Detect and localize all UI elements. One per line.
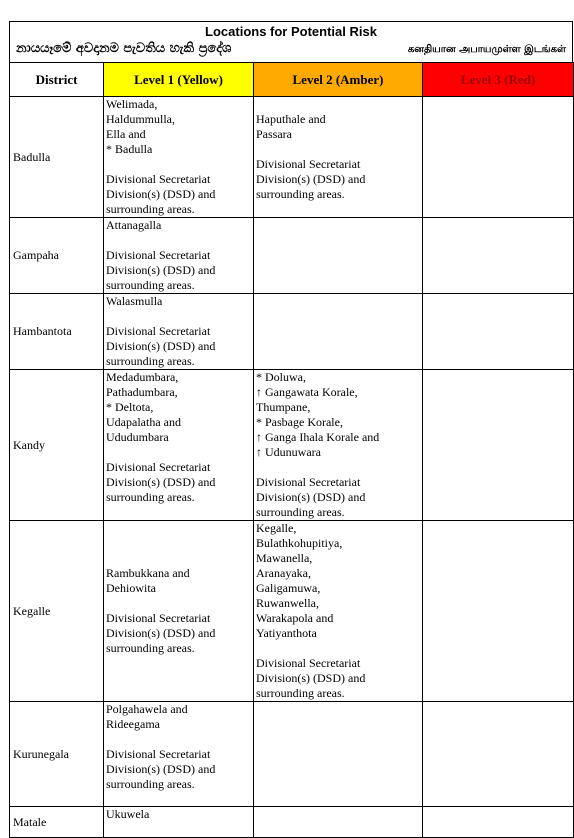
level1-cell [104,521,254,702]
cell-line: surrounding areas. [106,777,195,791]
header-level1: Level 1 (Yellow) [104,63,254,97]
spacer [106,157,251,172]
cell-line: Galigamuwa, [256,581,321,595]
district-cell: Gampaha [10,218,104,294]
level3-cell [423,294,574,370]
cell-line: Yatiyanthota [256,626,317,640]
cell-line [256,97,420,112]
table-row [10,521,574,702]
cell-line: Dehiowita [106,581,156,595]
cell-line: Rambukkana and [106,566,190,580]
cell-line: Divisional Secretariat [106,611,211,625]
district-cell: Matale [10,807,104,838]
cell-line: * Doluwa, [256,370,306,384]
cell-line: Medadumbara, [106,370,179,384]
title-block [9,21,573,62]
cell-line: Ududumbara [106,430,169,444]
cell-line: Haputhale and [256,112,326,126]
district-cell: Kegalle [10,521,104,702]
cell-line: Mawanella, [256,551,313,565]
level1-cell [104,807,254,838]
level2-cell [254,97,423,218]
cell-line: Divisional Secretariat [106,747,211,761]
level3-cell [423,218,574,294]
district-cell: Hambantota [10,294,104,370]
cell-line: Ukuwela [106,807,150,821]
cell-line: Rideegama [106,717,160,731]
cell-line: Passara [256,127,292,141]
table-row [10,702,574,807]
cell-line: * Badulla [106,142,153,156]
cell-line: Aranayaka, [256,566,311,580]
cell-line: Haldummulla, [106,112,175,126]
cell-line: Udapalatha and [106,415,181,429]
page-title: Locations for Potential Risk [205,24,377,39]
level2-cell [254,370,423,521]
spacer [256,460,420,475]
table-row [10,97,574,218]
cell-line: Division(s) (DSD) and [106,475,216,489]
risk-sheet [9,21,573,838]
cell-line: surrounding areas. [106,278,195,292]
level3-cell [423,97,574,218]
level2-cell [254,521,423,702]
level3-cell [423,807,574,838]
cell-line: Divisional Secretariat [256,475,361,489]
spacer [106,233,251,248]
district-cell: Kandy [10,370,104,521]
level2-cell [254,702,423,807]
level1-cell [104,702,254,807]
cell-line: ↑ Gangawata Korale, [256,385,358,399]
level2-cell [254,218,423,294]
cell-line: Division(s) (DSD) and [256,172,366,186]
cell-line: Attanagalla [106,218,162,232]
sinhala-subtitle: නායයෑමේ අවදානම පැවතිය හැකි ප්‍රදේශ [16,41,232,56]
cell-line: Warakapola and [256,611,334,625]
cell-line: Divisional Secretariat [256,656,361,670]
spacer [106,732,251,747]
cell-line: Bulathkohupitiya, [256,536,343,550]
cell-line: Ella and [106,127,146,141]
district-cell: Kurunegala [10,702,104,807]
level1-cell [104,218,254,294]
cell-line: Divisional Secretariat [106,248,211,262]
level1-cell [104,370,254,521]
cell-line: * Pasbage Korale, [256,415,343,429]
cell-line: Thumpane, [256,400,311,414]
cell-line: Divisional Secretariat [106,172,211,186]
cell-line: Division(s) (DSD) and [256,671,366,685]
cell-line: surrounding areas. [106,354,195,368]
cell-line: Polgahawela and [106,702,188,716]
table-row [10,370,574,521]
cell-line: Division(s) (DSD) and [106,339,216,353]
cell-line: Pathadumbara, [106,385,178,399]
cell-line: Welimada, [106,97,158,111]
table-row [10,218,574,294]
tamil-subtitle: கனதியான அபாயமுள்ள இடங்கள் [407,44,566,55]
cell-line: Division(s) (DSD) and [106,187,216,201]
cell-line: Divisional Secretariat [256,157,361,171]
level3-cell [423,521,574,702]
spacer [106,596,251,611]
cell-line: surrounding areas. [106,202,195,216]
table-row [10,807,574,838]
spacer [106,309,251,324]
level2-cell [254,807,423,838]
cell-line: * Deltota, [106,400,154,414]
cell-line: ↑ Udunuwara [256,445,321,459]
cell-line: Kegalle, [256,521,297,535]
header-level3: Level 3 (Red) [423,63,574,97]
level2-cell [254,294,423,370]
spacer [256,142,420,157]
cell-line: surrounding areas. [256,686,345,700]
cell-line: Division(s) (DSD) and [106,263,216,277]
cell-line: Ruwanwella, [256,596,319,610]
spacer [256,641,420,656]
cell-line: surrounding areas. [106,641,195,655]
cell-line: Walasmulla [106,294,163,308]
header-district: District [10,63,104,97]
spacer [106,445,251,460]
cell-line: Divisional Secretariat [106,460,211,474]
cell-line: ↑ Ganga Ihala Korale and [256,430,380,444]
header-level2: Level 2 (Amber) [254,63,423,97]
table-row [10,294,574,370]
level3-cell [423,370,574,521]
cell-line: surrounding areas. [256,187,345,201]
cell-line: surrounding areas. [106,490,195,504]
district-cell: Badulla [10,97,104,218]
cell-line: surrounding areas. [256,505,345,519]
level3-cell [423,702,574,807]
level1-cell [104,97,254,218]
cell-line: Division(s) (DSD) and [106,762,216,776]
level1-cell [104,294,254,370]
risk-table [9,62,574,838]
cell-line: Division(s) (DSD) and [106,626,216,640]
header-row [10,63,574,97]
cell-line: Divisional Secretariat [106,324,211,338]
cell-line: Division(s) (DSD) and [256,490,366,504]
